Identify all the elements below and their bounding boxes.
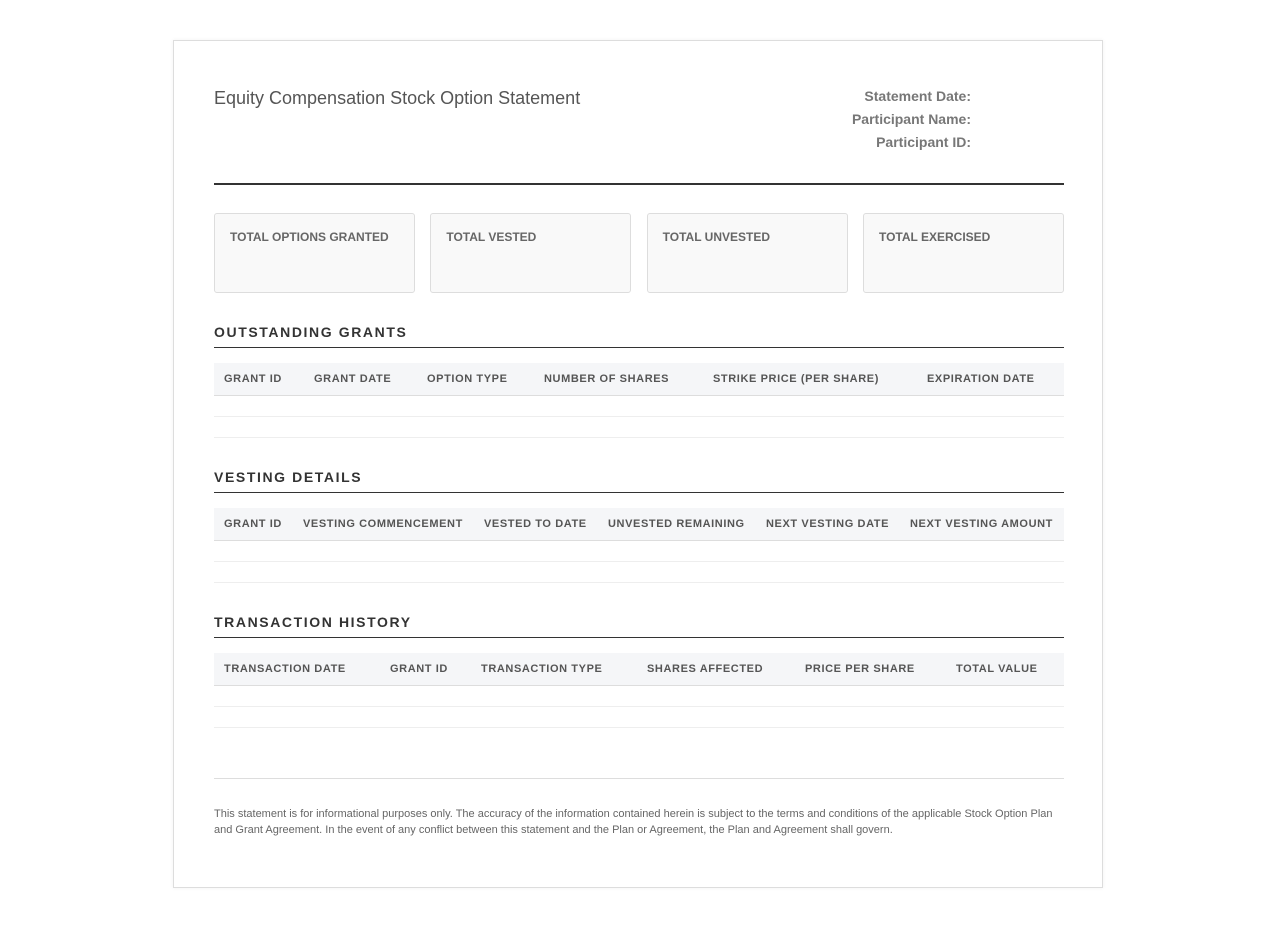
summary-card-label: TOTAL UNVESTED [662, 230, 770, 244]
summary-card-total-exercised [863, 213, 1064, 293]
table-row [214, 707, 1064, 728]
column-header: NUMBER OF SHARES [534, 363, 703, 396]
column-header: UNVESTED REMAINING [598, 508, 756, 541]
summary-card-label: TOTAL OPTIONS GRANTED [230, 230, 389, 244]
section-title: TRANSACTION HISTORY [214, 614, 1064, 638]
participant-name-label: Participant Name: [851, 111, 971, 127]
participant-id-label: Participant ID: [876, 134, 971, 150]
transaction-history-section [214, 614, 1064, 728]
table-row [214, 686, 1064, 707]
section-title: VESTING DETAILS [214, 469, 1064, 493]
table-row [214, 396, 1064, 417]
summary-card-total-options-granted [214, 213, 415, 293]
table-header-row [214, 508, 1064, 541]
vesting-details-section [214, 469, 1064, 583]
summary-cards [214, 213, 1064, 293]
vesting-details-table [214, 508, 1064, 583]
column-header: TOTAL VALUE [946, 653, 1064, 686]
table-row [214, 417, 1064, 438]
statement-date-label: Statement Date: [864, 88, 971, 104]
page-title: Equity Compensation Stock Option Statement [214, 88, 581, 108]
table-header-row [214, 653, 1064, 686]
column-header: OPTION TYPE [417, 363, 534, 396]
column-header: GRANT ID [380, 653, 471, 686]
column-header: VESTING COMMENCEMENT [293, 508, 474, 541]
column-header: GRANT ID [214, 363, 304, 396]
column-header: GRANT DATE [304, 363, 417, 396]
column-header: VESTED TO DATE [474, 508, 598, 541]
column-header: STRIKE PRICE (PER SHARE) [703, 363, 917, 396]
outstanding-grants-section [214, 324, 1064, 438]
summary-card-total-vested [430, 213, 631, 293]
statement-page [173, 40, 1103, 888]
column-header: TRANSACTION TYPE [471, 653, 637, 686]
participant-meta [852, 85, 971, 154]
summary-card-total-unvested [647, 213, 848, 293]
statement-content [214, 41, 1064, 836]
column-header: EXPIRATION DATE [917, 363, 1064, 396]
table-row [214, 562, 1064, 583]
table-header-row [214, 363, 1064, 396]
section-title: OUTSTANDING GRANTS [214, 324, 1064, 348]
summary-card-label: TOTAL VESTED [446, 230, 537, 244]
summary-card-label: TOTAL EXERCISED [878, 230, 991, 244]
column-header: TRANSACTION DATE [214, 653, 380, 686]
transaction-history-table [214, 653, 1064, 728]
column-header: PRICE PER SHARE [795, 653, 946, 686]
disclaimer: This statement is for informational purposes only. The accuracy of the information contained herein is subject to the terms and conditions of the applicable Stock Option Plan and Grant Agreement. In the event of any conflict between this statement and the Plan or Agreement, the Plan and Agreement shall govern. [214, 778, 1064, 838]
column-header: NEXT VESTING AMOUNT [900, 508, 1064, 541]
column-header: GRANT ID [214, 508, 293, 541]
outstanding-grants-table [214, 363, 1064, 438]
column-header: NEXT VESTING DATE [756, 508, 900, 541]
table-row [214, 541, 1064, 562]
column-header: SHARES AFFECTED [637, 653, 795, 686]
statement-header [214, 41, 1064, 185]
